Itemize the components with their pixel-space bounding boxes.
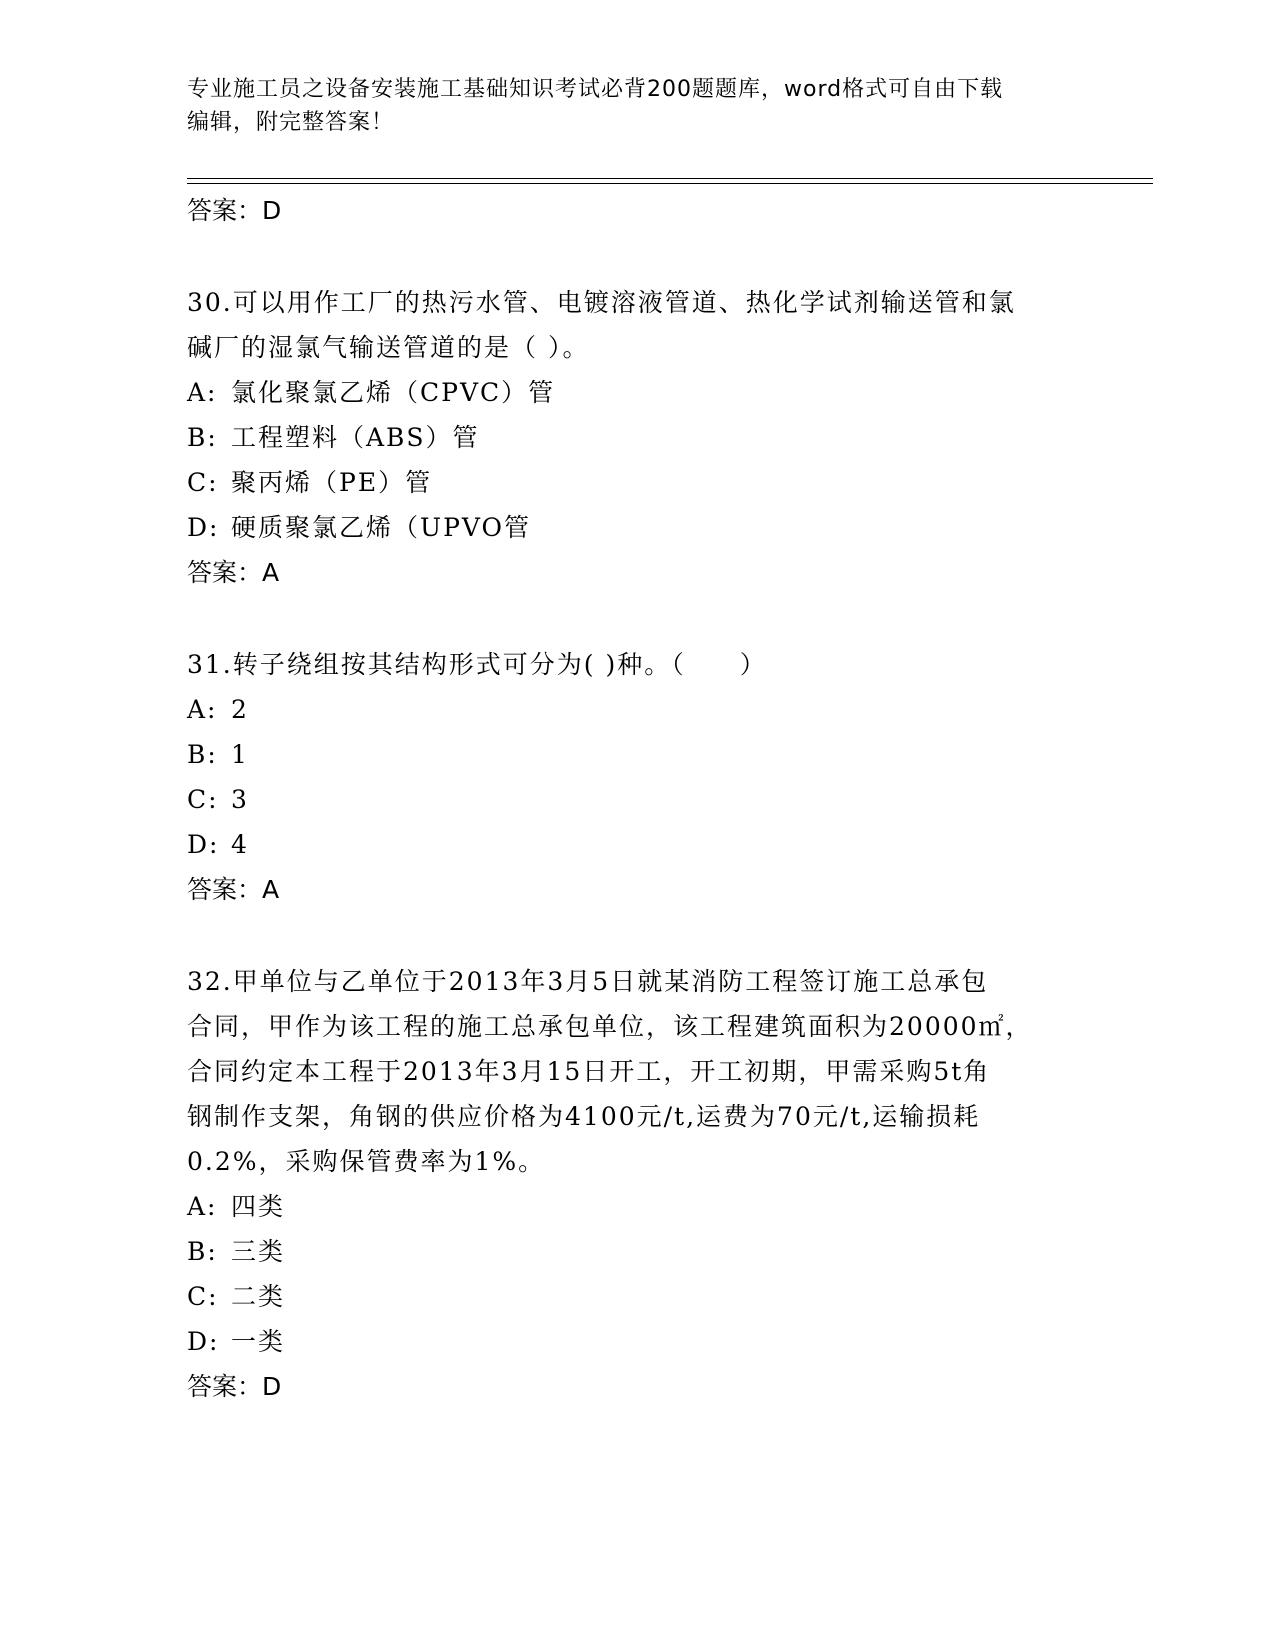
header-divider-thin — [187, 178, 1153, 179]
question-text-line: 钢制作支架，角钢的供应价格为4100元/t,运费为70元/t,运输损耗 — [187, 1102, 981, 1131]
option-a — [187, 687, 1087, 732]
option-c — [187, 1274, 1087, 1319]
option-letter: C: — [187, 468, 219, 497]
option-text: 硬质聚氯乙烯（UPVO管 — [231, 513, 532, 542]
option-d — [187, 505, 1087, 550]
option-text: 1 — [231, 740, 249, 769]
option-b — [187, 415, 1087, 460]
document-header — [187, 73, 1087, 139]
document-body — [187, 188, 1087, 1409]
option-text: 2 — [231, 695, 249, 724]
option-text: 工程塑料（ABS）管 — [231, 423, 480, 452]
header-divider-thick — [187, 183, 1153, 184]
option-letter: D: — [187, 513, 220, 542]
option-text: 二类 — [231, 1282, 286, 1311]
question-30 — [187, 280, 1087, 595]
option-b — [187, 732, 1087, 777]
option-text: 聚丙烯（PE）管 — [231, 468, 433, 497]
option-letter: C: — [187, 785, 219, 814]
question-text-line: 碱厂的湿氯气输送管道的是（ ）。 — [187, 333, 590, 362]
question-text-line: 30.可以用作工厂的热污水管、电镀溶液管道、热化学试剂输送管和氯 — [187, 288, 1016, 317]
option-letter: B: — [187, 423, 218, 452]
question-31 — [187, 642, 1087, 912]
option-letter: D: — [187, 830, 220, 859]
option-letter: B: — [187, 1237, 218, 1266]
answer: 答案：A — [187, 558, 280, 587]
option-c — [187, 777, 1087, 822]
answer: 答案：A — [187, 875, 280, 904]
option-text: 3 — [231, 785, 249, 814]
question-text-line: 31.转子绕组按其结构形式可分为( )种。（ ） — [187, 650, 767, 679]
question-32 — [187, 959, 1087, 1409]
question-text-line: 合同，甲作为该工程的施工总承包单位，该工程建筑面积为20000㎡， — [187, 1012, 1033, 1041]
header-line-1: 专业施工员之设备安装施工基础知识考试必背200题题库，word格式可自由下载 — [187, 77, 1004, 102]
previous-answer: 答案：D — [187, 196, 282, 225]
option-text: 4 — [231, 830, 249, 859]
option-letter: A: — [187, 1192, 218, 1221]
option-a — [187, 1184, 1087, 1229]
option-b — [187, 1229, 1087, 1274]
option-text: 一类 — [231, 1327, 286, 1356]
option-letter: A: — [187, 378, 218, 407]
option-a — [187, 370, 1087, 415]
option-text: 氯化聚氯乙烯（CPVC）管 — [231, 378, 556, 407]
header-line-2: 编辑，附完整答案！ — [187, 110, 395, 135]
question-text-line: 合同约定本工程于2013年3月15日开工，开工初期，甲需采购5t角 — [187, 1057, 991, 1086]
option-d — [187, 822, 1087, 867]
option-text: 四类 — [231, 1192, 286, 1221]
option-letter: A: — [187, 695, 218, 724]
option-text: 三类 — [231, 1237, 286, 1266]
option-letter: C: — [187, 1282, 219, 1311]
question-text-line: 32.甲单位与乙单位于2013年3月5日就某消防工程签订施工总承包 — [187, 967, 989, 996]
option-letter: B: — [187, 740, 218, 769]
option-c — [187, 460, 1087, 505]
question-text-line: 0.2%，采购保管费率为1%。 — [187, 1147, 546, 1176]
option-letter: D: — [187, 1327, 220, 1356]
option-d — [187, 1319, 1087, 1364]
answer: 答案：D — [187, 1372, 282, 1401]
